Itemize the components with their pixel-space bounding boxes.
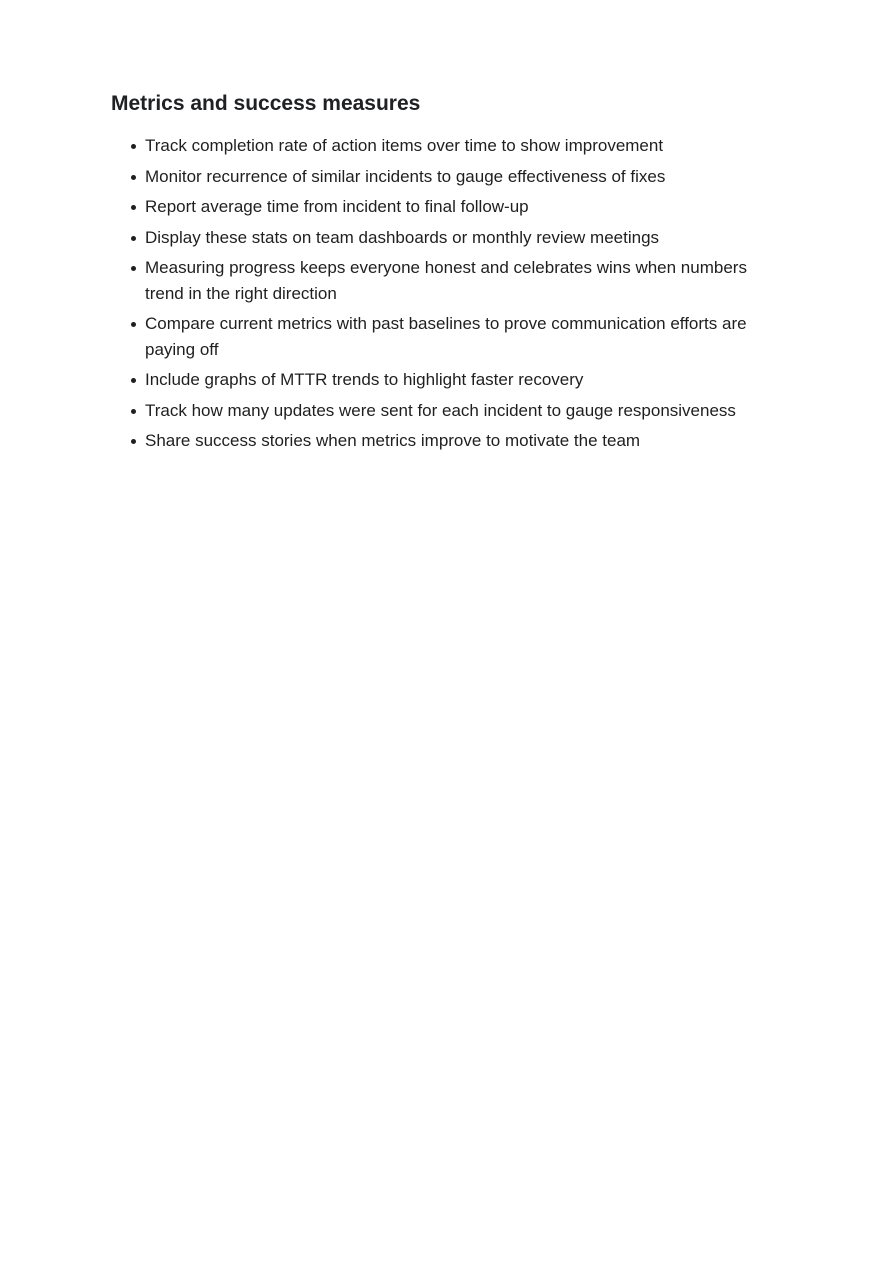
bullet-dot-icon — [131, 266, 136, 271]
list-item — [111, 225, 783, 251]
bullet-list — [111, 133, 783, 454]
bullet-dot-icon — [131, 378, 136, 383]
bullet-dot-icon — [131, 205, 136, 210]
list-item — [111, 255, 783, 306]
list-item-text: Measuring progress keeps everyone honest and celebrates wins when numbers trend in the right direction — [145, 258, 747, 303]
list-item — [111, 133, 783, 159]
list-item — [111, 398, 783, 424]
list-item-text: Track completion rate of action items over time to show improvement — [145, 136, 664, 155]
bullet-dot-icon — [131, 409, 136, 414]
list-item-text: Share success stories when metrics improve to motivate the team — [145, 431, 641, 450]
list-item — [111, 194, 783, 220]
bullet-dot-icon — [131, 236, 136, 241]
list-item-text: Monitor recurrence of similar incidents to gauge effectiveness of fixes — [145, 166, 666, 186]
document-page — [111, 88, 783, 459]
list-item-text: Display these stats on team dashboards or monthly review meetings — [145, 227, 660, 247]
bullet-dot-icon — [131, 144, 136, 149]
list-item-text: Report average time from incident to final follow-up — [145, 197, 529, 216]
list-item-text: Include graphs of MTTR trends to highlight faster recovery — [145, 370, 584, 389]
bullet-dot-icon — [131, 439, 136, 444]
list-item-text: Track how many updates were sent for each incident to gauge responsiveness — [145, 400, 736, 420]
list-item — [111, 311, 783, 362]
list-item-text: Compare current metrics with past baselines to prove communication efforts are paying off — [145, 314, 747, 359]
list-item — [111, 428, 783, 454]
section-heading: Metrics and success measures — [111, 92, 421, 115]
list-item — [111, 164, 783, 190]
bullet-dot-icon — [131, 322, 136, 327]
bullet-dot-icon — [131, 175, 136, 180]
list-item — [111, 367, 783, 393]
